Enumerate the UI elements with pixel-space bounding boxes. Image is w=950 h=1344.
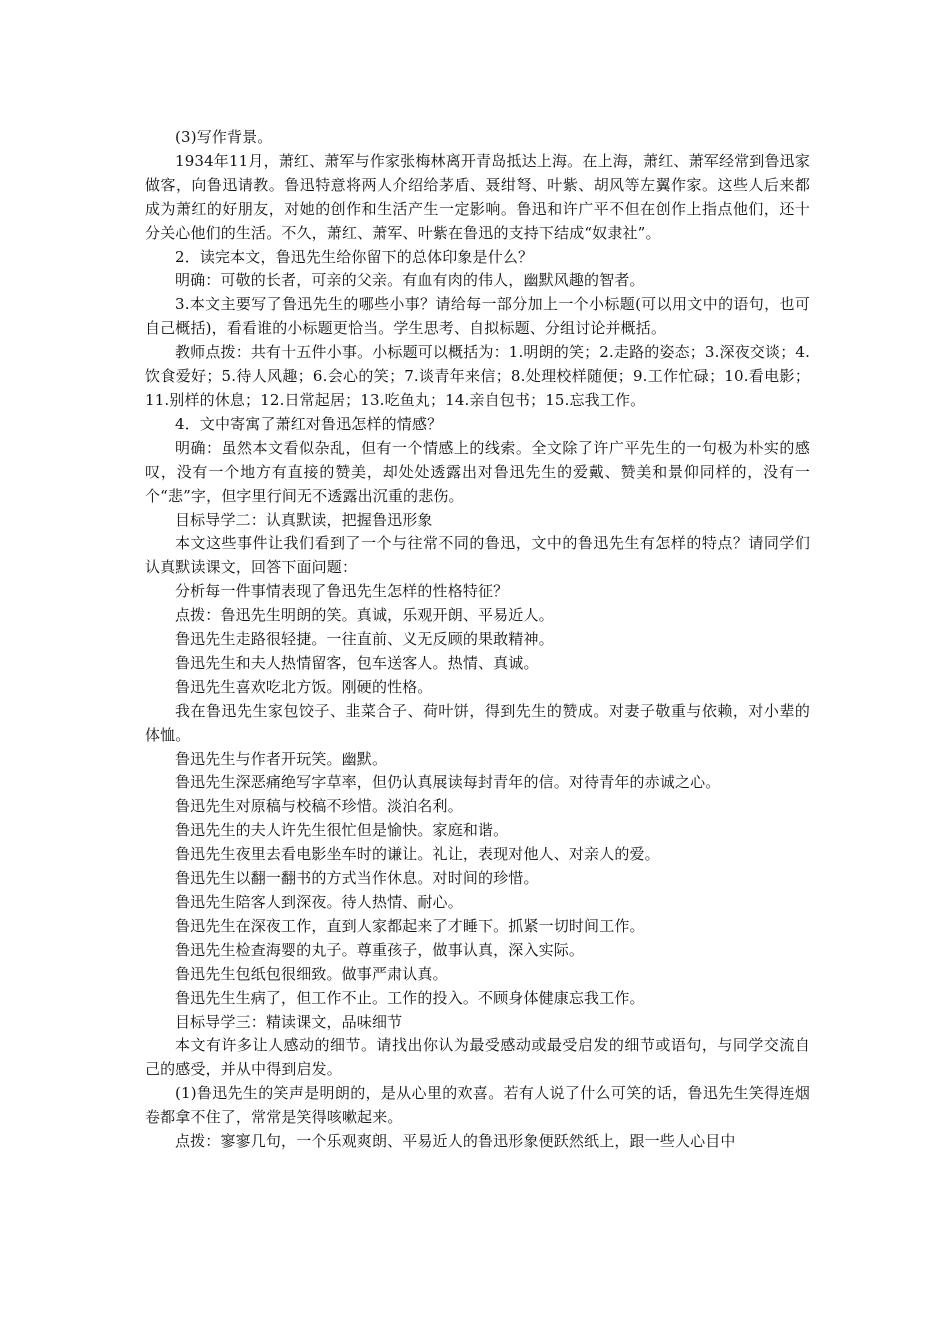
paragraph: 鲁迅先生和夫人热情留客，包车送客人。热情、真诚。	[175, 653, 539, 672]
paragraph: 明确：虽然本文看似杂乱，但有一个情感上的线索。全文除了许广平先生的一句极为朴实的感叹，没有一个地方有直接的赞美，却处处透露出对鲁迅先生的爱戴、赞美和景仰同样的，没有一个“悲”字，但字里行间无不透露出沉重的悲伤。	[145, 438, 810, 505]
paragraph: 点拨：鲁迅先生明朗的笑。真诚，乐观开朗、平易近人。	[175, 606, 554, 625]
paragraph: 鲁迅先生走路很轻捷。一往直前、义无反顾的果敢精神。	[175, 630, 554, 649]
paragraph: 鲁迅先生的夫人许先生很忙但是愉快。家庭和谐。	[175, 821, 509, 840]
paragraph: 点拨：寥寥几句，一个乐观爽朗、平易近人的鲁迅形象便跃然纸上，跟一些人心目中	[175, 1132, 736, 1151]
paragraph: 本文有许多让人感动的细节。请找出你认为最受感动或最受启发的细节或语句，与同学交流自己的感受，并从中得到启发。	[145, 1036, 810, 1079]
paragraph: 4．文中寄寓了萧红对鲁迅怎样的情感？	[175, 414, 443, 433]
paragraph: 鲁迅先生包纸包很细致。做事严肃认真。	[175, 964, 448, 983]
section-heading: 目标导学二：认真默读，把握鲁迅形象	[175, 510, 433, 529]
paragraph: 鲁迅先生与作者开玩笑。幽默。	[175, 749, 388, 768]
paragraph: 明确：可敬的长者，可亲的父亲。有血有肉的伟人，幽默风趣的智者。	[175, 271, 645, 290]
paragraph: 3.本文主要写了鲁迅先生的哪些小事？请给每一部分加上一个小标题(可以用文中的语句，也可自己概括)，看看谁的小标题更恰当。学生思考、自拟标题、分组讨论并概括。	[145, 295, 810, 338]
paragraph: 鲁迅先生以翻一翻书的方式当作休息。对时间的珍惜。	[175, 869, 539, 888]
paragraph: 鲁迅先生夜里去看电影坐车时的谦让。礼让，表现对他人、对亲人的爱。	[175, 845, 660, 864]
paragraph: (3)写作背景。	[175, 128, 273, 146]
paragraph: 鲁迅先生生病了，但工作不止。工作的投入。不顾身体健康忘我工作。	[175, 988, 645, 1007]
paragraph: 教师点拨：共有十五件小事。小标题可以概括为：1.明朗的笑；2.走路的姿态；3.深夜交谈；4.饮食爱好；5.待人风趣；6.会心的笑；7.谈青年来信；8.处理校样随便；9.工作忙碌；10.看电影；11.别样的休息；12.日常起居；13.吃鱼丸；14.亲自包书；15.忘我工作。	[145, 343, 810, 409]
paragraph: 鲁迅先生陪客人到深夜。待人热情、耐心。	[175, 893, 463, 911]
paragraph: 分析每一件事情表现了鲁迅先生怎样的性格特征？	[175, 582, 509, 601]
paragraph: 鲁迅先生检查海婴的丸子。尊重孩子，做事认真，深入实际。	[175, 940, 585, 959]
document-body	[145, 126, 810, 1154]
paragraph: 鲁迅先生对原稿与校稿不珍惜。淡泊名利。	[175, 797, 463, 816]
paragraph: 鲁迅先生深恶痛绝写字草率，但仍认真展读每封青年的信。对待青年的赤诚之心。	[175, 773, 721, 792]
paragraph: 本文这些事件让我们看到了一个与往常不同的鲁迅，文中的鲁迅先生有怎样的特点？请同学们认真默读课文，回答下面问题：	[145, 534, 810, 577]
paragraph: 我在鲁迅先生家包饺子、韭菜合子、荷叶饼，得到先生的赞成。对妻子敬重与依赖，对小辈的体恤。	[145, 701, 810, 744]
paragraph: (1)鲁迅先生的笑声是明朗的，是从心里的欢喜。若有人说了什么可笑的话，鲁迅先生笑得连烟卷都拿不住了，常常是笑得咳嗽起来。	[145, 1084, 810, 1127]
paragraph: 鲁迅先生在深夜工作，直到人家都起来了才睡下。抓紧一切时间工作。	[175, 916, 645, 935]
paragraph: 2．读完本文，鲁迅先生给你留下的总体印象是什么？	[175, 247, 534, 266]
paragraph: 1934年11月，萧红、萧军与作家张梅林离开青岛抵达上海。在上海，萧红、萧军经常到鲁迅家做客，向鲁迅请教。鲁迅特意将两人介绍给茅盾、聂绀弩、叶紫、胡风等左翼作家。这些人后来都成为萧红的好朋友，对她的创作和生活产生一定影响。鲁迅和许广平不但在创作上指点他们，还十分关心他们的生活。不久，萧红、萧军、叶紫在鲁迅的支持下结成“奴隶社”。	[145, 151, 810, 242]
paragraph: 鲁迅先生喜欢吃北方饭。刚硬的性格。	[175, 677, 433, 696]
section-heading: 目标导学三：精读课文，品味细节	[175, 1012, 403, 1031]
